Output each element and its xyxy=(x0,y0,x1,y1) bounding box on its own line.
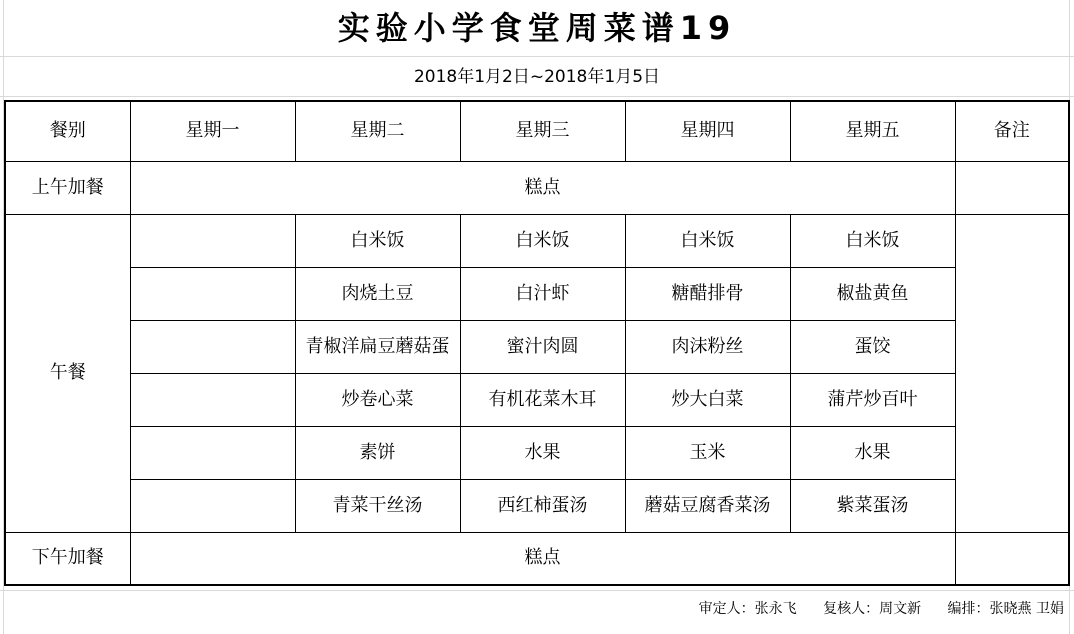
header-cell-meal[interactable]: 餐别 xyxy=(5,101,130,161)
menu-cell[interactable]: 紫菜蛋汤 xyxy=(790,479,955,532)
menu-cell[interactable]: 白米饭 xyxy=(625,214,790,267)
header-cell-thursday[interactable]: 星期四 xyxy=(625,101,790,161)
header-cell-tuesday[interactable]: 星期二 xyxy=(295,101,460,161)
header-cell-monday[interactable]: 星期一 xyxy=(130,101,295,161)
menu-cell[interactable] xyxy=(130,267,295,320)
table-row xyxy=(5,373,1069,426)
menu-cell[interactable]: 炒大白菜 xyxy=(625,373,790,426)
menu-cell[interactable]: 椒盐黄鱼 xyxy=(790,267,955,320)
editor-text: 编排：张晓燕 卫娟 xyxy=(947,601,1064,617)
header-cell-friday[interactable]: 星期五 xyxy=(790,101,955,161)
afternoon-snack-content[interactable]: 糕点 xyxy=(130,532,955,585)
table-row xyxy=(5,320,1069,373)
table-row xyxy=(5,479,1069,532)
afternoon-snack-label[interactable]: 下午加餐 xyxy=(5,532,130,585)
lunch-notes[interactable] xyxy=(955,214,1069,532)
menu-cell[interactable]: 白汁虾 xyxy=(460,267,625,320)
table-row xyxy=(5,426,1069,479)
date-range: 2018年1月2日~2018年1月5日 xyxy=(413,67,661,87)
menu-cell[interactable]: 蒲芹炒百叶 xyxy=(790,373,955,426)
menu-cell[interactable]: 炒卷心菜 xyxy=(295,373,460,426)
menu-cell[interactable]: 蛋饺 xyxy=(790,320,955,373)
menu-cell[interactable]: 蘑菇豆腐香菜汤 xyxy=(625,479,790,532)
afternoon-snack-row xyxy=(5,532,1069,585)
table-row xyxy=(5,267,1069,320)
reviewer-text: 复核人：周文新 xyxy=(823,601,922,617)
menu-cell[interactable]: 青菜干丝汤 xyxy=(295,479,460,532)
morning-snack-row xyxy=(5,161,1069,214)
menu-cell[interactable]: 白米饭 xyxy=(460,214,625,267)
menu-cell[interactable]: 素饼 xyxy=(295,426,460,479)
menu-cell[interactable] xyxy=(130,320,295,373)
menu-cell[interactable]: 蜜汁肉圆 xyxy=(460,320,625,373)
signature-line xyxy=(677,596,1064,622)
menu-cell[interactable]: 玉米 xyxy=(625,426,790,479)
menu-cell[interactable] xyxy=(130,426,295,479)
menu-cell[interactable]: 肉沫粉丝 xyxy=(625,320,790,373)
menu-cell[interactable] xyxy=(130,373,295,426)
morning-snack-content[interactable]: 糕点 xyxy=(130,161,955,214)
menu-cell[interactable]: 有机花菜木耳 xyxy=(460,373,625,426)
menu-cell[interactable]: 白米饭 xyxy=(790,214,955,267)
header-row xyxy=(5,101,1069,161)
menu-cell[interactable]: 西红柿蛋汤 xyxy=(460,479,625,532)
menu-cell[interactable]: 水果 xyxy=(790,426,955,479)
table-row xyxy=(5,214,1069,267)
header-cell-wednesday[interactable]: 星期三 xyxy=(460,101,625,161)
menu-cell[interactable]: 青椒洋扁豆蘑菇蛋 xyxy=(295,320,460,373)
menu-cell[interactable]: 肉烧土豆 xyxy=(295,267,460,320)
page-title: 实验小学食堂周菜谱19 xyxy=(337,9,737,47)
sheet-gridline xyxy=(0,56,1074,57)
afternoon-snack-notes[interactable] xyxy=(955,532,1069,585)
menu-cell[interactable]: 白米饭 xyxy=(295,214,460,267)
approver-text: 审定人：张永飞 xyxy=(698,601,797,617)
sheet-gridline xyxy=(0,96,1074,97)
morning-snack-notes[interactable] xyxy=(955,161,1069,214)
menu-cell[interactable]: 水果 xyxy=(460,426,625,479)
weekly-menu-table xyxy=(4,100,1070,586)
lunch-label[interactable]: 午餐 xyxy=(5,214,130,532)
morning-snack-label[interactable]: 上午加餐 xyxy=(5,161,130,214)
menu-cell[interactable] xyxy=(130,214,295,267)
sheet-gridline xyxy=(0,590,1074,591)
menu-cell[interactable] xyxy=(130,479,295,532)
header-cell-notes[interactable]: 备注 xyxy=(955,101,1069,161)
menu-cell[interactable]: 糖醋排骨 xyxy=(625,267,790,320)
